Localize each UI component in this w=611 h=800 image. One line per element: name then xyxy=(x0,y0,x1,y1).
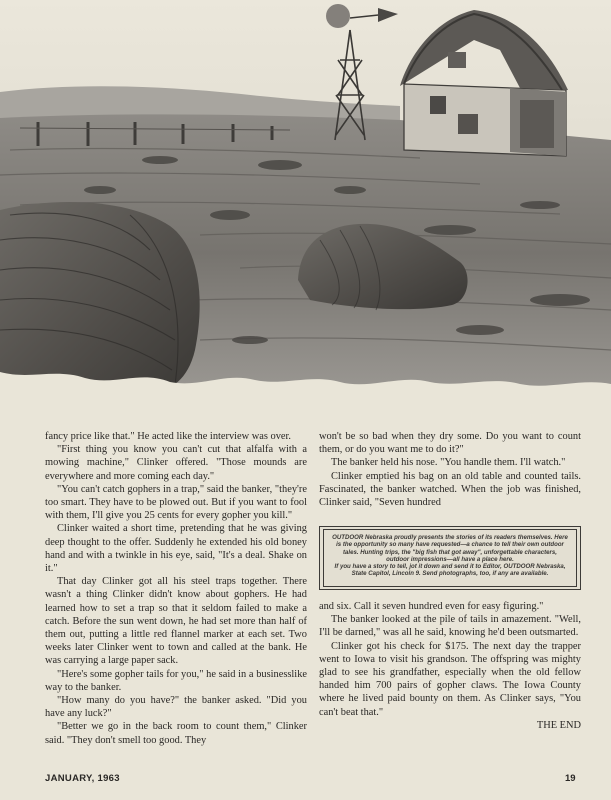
footer-issue-date: JANUARY, 1963 xyxy=(45,773,120,784)
the-end-marker: THE END xyxy=(536,719,581,731)
paragraph: "First thing you know you can't cut that alfalfa with a mowing machine," Clinker offered. "Those mounds are everywhere and more coming each day." xyxy=(45,444,307,482)
paragraph: and six. Call it seven hundred even for easy figuring." xyxy=(319,601,544,612)
reader-stories-notice-box xyxy=(319,526,581,590)
notice-inner-frame xyxy=(323,529,577,587)
footer-page-number: 19 xyxy=(565,773,576,784)
paragraph: Clinker waited a short time, pretending that he was giving deep thought to the offer. Suddenly he extended his old boney hand and with a twinkle in his eye, said, "It's a deal. Shake on it." xyxy=(45,523,307,575)
paragraph: "Better we go in the back room to count them," Clinker said. "They don't smell too good. They xyxy=(45,721,307,746)
paragraph: won't be so bad when they dry some. Do you want to count them, or do you want me to do it?" xyxy=(319,431,581,456)
paragraph-last: Clinker got his check for $175. The next day the trapper went to Iowa to visit his grandson. The offspring was mighty glad to see his grandfather, especially when the old fellow handed him 700 pairs of gopher claws. The Iowa County where he lived paid bounty on them. As Clinker says, "You can't beat that." xyxy=(319,640,581,718)
end-line xyxy=(319,719,581,732)
paragraph: "Here's some gopher tails for you," he said in a businesslike way to the banker. xyxy=(45,668,307,693)
paragraph: "How many do you have?" the banker asked. "Did you have any luck?" xyxy=(45,695,307,720)
paragraph: The banker looked at the pile of tails in amazement. "Well, I'll be darned," was all he said, knowing he'd been outsmarted. xyxy=(319,614,581,639)
paragraph: "You can't catch gophers in a trap," said the banker, "they're too smart. They have to be plowed out. But if you want to fool with them, I'll give you 25 cents for every gopher you kill." xyxy=(45,483,307,522)
paragraph: That day Clinker got all his steel traps together. There wasn't a thing Clinker didn't know about gophers. He had learned how to set a trap so that it seldom failed to make a catch. Before the sun went down, he had set more than half of them out, putting a little red flannel marker at each set. Two weeks later Clinker went to town and called at the bank. He was carrying a large paper sack. xyxy=(45,576,307,667)
article-column-right-bottom xyxy=(319,600,581,732)
article-column-left xyxy=(45,430,307,747)
paragraph: The banker held his nose. "You handle them. I'll watch." xyxy=(331,457,566,469)
notice-submission-text: If you have a story to tell, jot it down and send it to Editor, OUTDOOR Nebraska, State Capitol, Lincoln 9. Send photographs, too, if any are available. xyxy=(334,563,566,578)
paragraph: Clinker emptied his bag on an old table and counted tails. Fascinated, the banker watched. When the job was finished, Clinker said, "Seven hundred xyxy=(319,470,581,509)
article-column-right-top xyxy=(319,430,581,509)
notice-text: OUTDOOR Nebraska proudly presents the stories of its readers themselves. Here is the opportunity so many have requested—a chance to tell their own outdoor tales. Hunting trips, the "big fish that got away", unforgettable characters, outdoor impressions—all have a place here. xyxy=(332,534,568,563)
paragraph: fancy price like that." He acted like the interview was over. xyxy=(45,431,292,442)
farm-illustration xyxy=(0,0,611,392)
